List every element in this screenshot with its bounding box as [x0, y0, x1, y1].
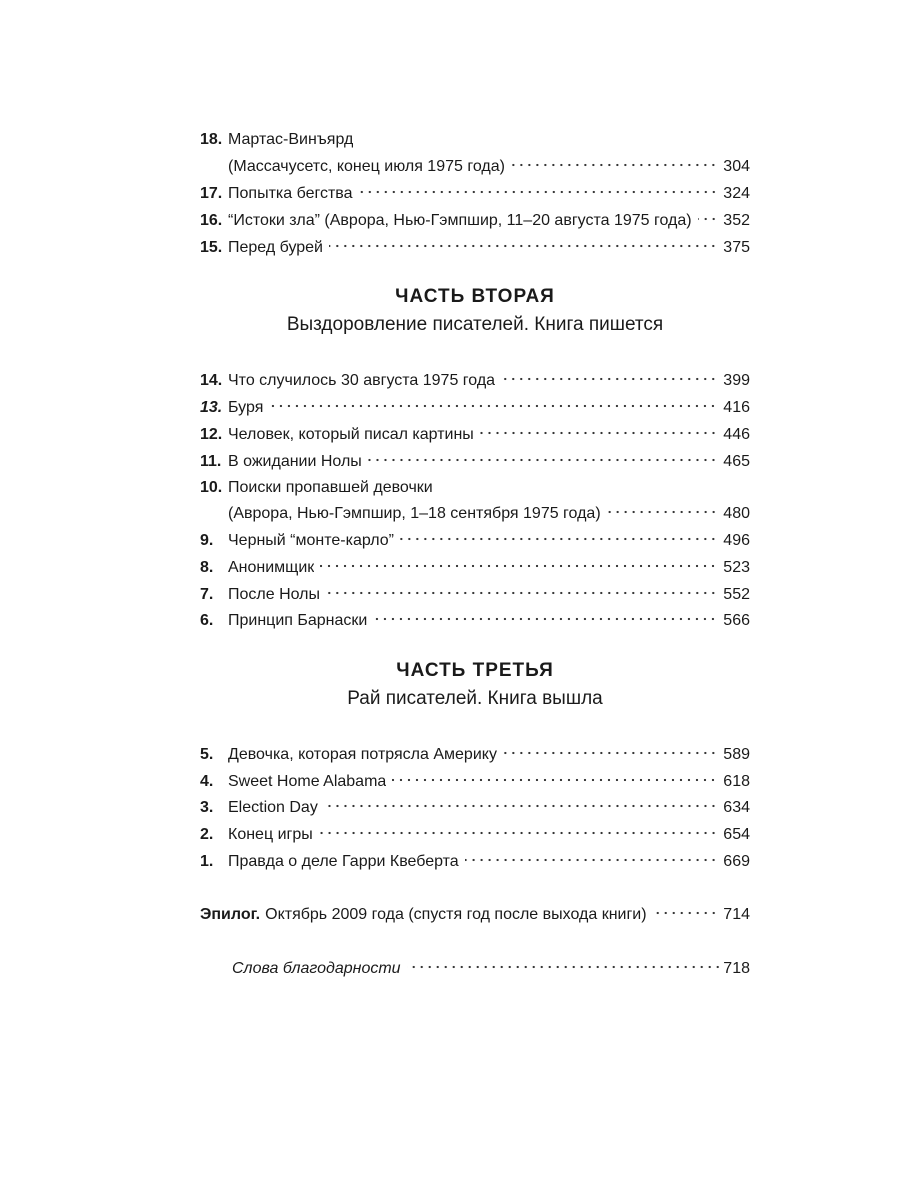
chapter-number: 9.	[200, 532, 214, 549]
dot-leader	[359, 190, 718, 194]
chapter-title: Конец игры	[228, 826, 313, 843]
page-number: 496	[723, 532, 750, 549]
chapter-title: Анонимщик	[228, 559, 315, 576]
page-number: 304	[723, 158, 750, 175]
dot-leader	[400, 537, 717, 541]
chapter-title: (Массачусетс, конец июля 1975 года)	[228, 158, 505, 175]
toc-entry-18	[200, 127, 750, 153]
page-number: 654	[723, 826, 750, 843]
toc-entry-13	[200, 395, 750, 421]
dot-leader	[326, 591, 717, 595]
dot-leader	[320, 564, 717, 568]
page-number: 566	[723, 612, 750, 629]
chapter-title: Девочка, которая потрясла Америку	[228, 746, 497, 763]
toc-entry-acknowledgements	[200, 956, 750, 982]
toc-entry-4	[200, 769, 750, 795]
dot-leader	[511, 163, 717, 167]
chapter-number: 16.	[200, 212, 223, 229]
chapter-title: В ожидании Нолы	[228, 453, 362, 470]
dot-leader	[407, 965, 722, 969]
dot-leader	[503, 751, 717, 755]
page-number: 480	[723, 505, 750, 522]
chapter-number: 7.	[200, 586, 214, 603]
page-number: 714	[723, 906, 750, 923]
page-number: 618	[723, 773, 750, 790]
part-two-heading: ЧАСТЬ ВТОРАЯ	[395, 286, 555, 307]
page-number: 589	[723, 746, 750, 763]
chapter-title: Election Day	[228, 799, 318, 816]
toc-entry-epilog	[200, 902, 750, 928]
toc-entry-16	[200, 208, 750, 234]
page-number: 718	[723, 960, 750, 977]
dot-leader	[392, 778, 717, 782]
chapter-number: 6.	[200, 612, 214, 629]
page-number: 399	[723, 372, 750, 389]
toc-entry-5	[200, 742, 750, 768]
chapter-title: Поиски пропавшей девочки	[228, 479, 433, 496]
page-number: 523	[723, 559, 750, 576]
dot-leader	[329, 244, 717, 248]
toc-entry-14	[200, 368, 750, 394]
chapter-title: Что случилось 30 августа 1975 года	[228, 372, 496, 389]
dot-leader	[373, 617, 717, 621]
toc-entry-9	[200, 528, 750, 554]
chapter-number: 15.	[200, 239, 223, 256]
page-number: 352	[723, 212, 750, 229]
toc-entry-12	[200, 422, 750, 448]
dot-leader	[607, 510, 718, 514]
chapter-title: “Истоки зла” (Аврора, Нью-Гэмпшир, 11–20 августа 1975 года)	[228, 212, 692, 229]
chapter-title: Черный “монте-карло”	[228, 532, 394, 549]
dot-leader	[269, 404, 717, 408]
toc-entry-8	[200, 555, 750, 581]
dot-leader	[368, 458, 717, 462]
dot-leader	[324, 804, 717, 808]
toc-entry-17	[200, 181, 750, 207]
dot-leader	[480, 431, 718, 435]
epilog-title: Октябрь 2009 года (спустя год после выхода книги)	[265, 906, 647, 923]
chapter-title: Правда о деле Гарри Квеберта	[228, 853, 459, 870]
page-number: 669	[723, 853, 750, 870]
page-number: 324	[723, 185, 750, 202]
dot-leader	[698, 217, 718, 221]
toc-entry-1	[200, 849, 750, 875]
chapter-number: 14.	[200, 372, 223, 389]
chapter-number: 17.	[200, 185, 223, 202]
part-three-heading: ЧАСТЬ ТРЕТЬЯ	[396, 660, 554, 681]
part-three-subtitle: Рай писателей. Книга вышла	[347, 688, 603, 709]
chapter-number: 10.	[200, 479, 223, 496]
chapter-number: 12.	[200, 426, 223, 443]
chapter-number: 2.	[200, 826, 214, 843]
epilog-label: Эпилог.	[200, 906, 261, 923]
dot-leader	[501, 377, 717, 381]
chapter-title: Попытка бегства	[228, 185, 353, 202]
epilog-title-group	[200, 902, 647, 928]
toc-entry-10	[200, 475, 750, 501]
toc-entry-7	[200, 582, 750, 608]
chapter-number: 13.	[200, 399, 223, 416]
toc-entry-2	[200, 822, 750, 848]
chapter-number: 5.	[200, 746, 214, 763]
chapter-title: Перед бурей	[228, 239, 323, 256]
page-number: 465	[723, 453, 750, 470]
chapter-number: 18.	[200, 131, 223, 148]
chapter-number: 8.	[200, 559, 214, 576]
toc-entry-11	[200, 449, 750, 475]
page-number: 446	[723, 426, 750, 443]
toc-entry-18-cont	[200, 154, 750, 180]
dot-leader	[465, 858, 718, 862]
chapter-number: 3.	[200, 799, 214, 816]
acknowledgements-title: Слова благодарности	[232, 960, 401, 977]
chapter-title: Sweet Home Alabama	[228, 773, 387, 790]
dot-leader	[653, 911, 718, 915]
chapter-title: (Аврора, Нью-Гэмпшир, 1–18 сентября 1975 года)	[228, 505, 601, 522]
page-number: 416	[723, 399, 750, 416]
chapter-title: Принцип Барнаски	[228, 612, 368, 629]
page-number: 375	[723, 239, 750, 256]
toc-entry-15	[200, 235, 750, 261]
toc-entry-3	[200, 795, 750, 821]
toc-entry-10-cont	[200, 501, 750, 527]
chapter-number: 4.	[200, 773, 214, 790]
chapter-title: Человек, который писал картины	[228, 426, 474, 443]
chapter-title: Буря	[228, 399, 264, 416]
part-two-subtitle: Выздоровление писателей. Книга пишется	[286, 314, 664, 335]
page-number: 552	[723, 586, 750, 603]
chapter-title: Мартас-Винъярд	[228, 131, 354, 148]
chapter-number: 11.	[200, 453, 222, 470]
chapter-number: 1.	[200, 853, 214, 870]
page-number: 634	[723, 799, 750, 816]
chapter-title: После Нолы	[228, 586, 321, 603]
toc-entry-6	[200, 608, 750, 634]
dot-leader	[319, 831, 718, 835]
